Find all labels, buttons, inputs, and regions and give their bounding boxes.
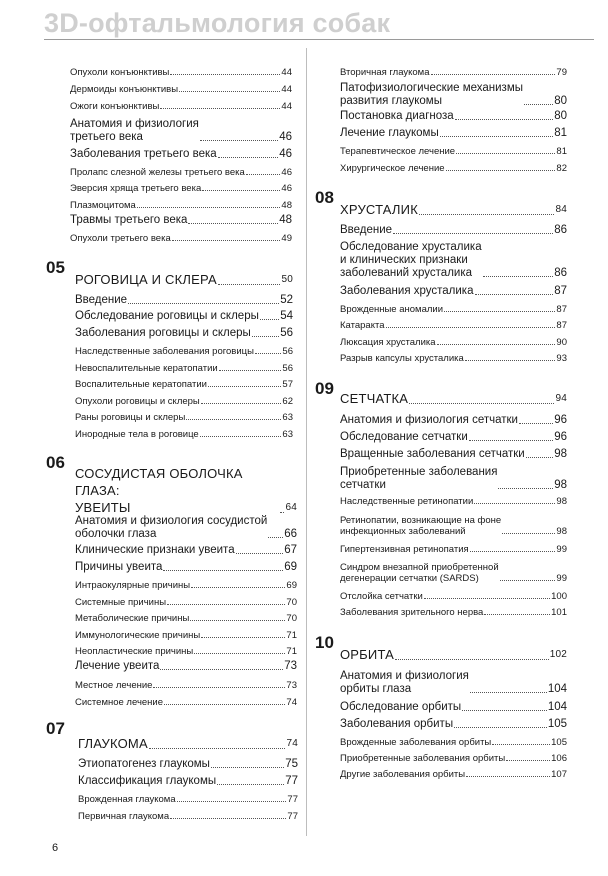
toc-entry[interactable] <box>340 67 567 78</box>
toc-page-number: 81 <box>554 127 567 139</box>
toc-entry-title: Лечение увеита <box>75 660 160 672</box>
toc-page-number: 104 <box>547 701 567 713</box>
toc-page-number: 70 <box>286 597 297 608</box>
toc-entry[interactable] <box>340 515 567 537</box>
title-divider <box>44 39 594 40</box>
toc-entry[interactable] <box>340 607 567 618</box>
toc-entry[interactable] <box>78 775 298 788</box>
dot-leader <box>218 284 281 285</box>
toc-page-number: 79 <box>556 67 567 78</box>
toc-entry[interactable] <box>75 561 297 574</box>
toc-page-number: 57 <box>282 379 293 390</box>
dot-leader <box>456 153 555 154</box>
toc-entry-title: Врожденная глаукома <box>78 794 176 805</box>
dot-leader <box>191 587 285 588</box>
toc-entry-title: Отслойка сетчатки <box>340 591 423 602</box>
toc-entry-title: РОГОВИЦА И СКЛЕРА <box>75 272 217 287</box>
dot-leader <box>492 744 550 745</box>
toc-page-number: 94 <box>555 393 567 404</box>
toc-page-number: 98 <box>556 526 567 537</box>
toc-entry-title: Анатомия и физиология орбиты глаза <box>340 670 469 695</box>
toc-entry-title: Обследование хрусталика и клинических признаки заболеваний хрусталика <box>340 241 482 279</box>
toc-entry[interactable] <box>70 148 292 161</box>
dot-leader <box>201 637 285 638</box>
dot-leader <box>167 604 285 605</box>
dot-leader <box>470 551 556 552</box>
toc-entry[interactable] <box>75 412 293 423</box>
toc-page-number: 44 <box>281 101 292 112</box>
toc-page-number: 98 <box>556 496 567 507</box>
toc-page-number: 81 <box>556 146 567 157</box>
dot-leader <box>202 190 280 191</box>
toc-entry-title: Эверсия хряща третьего века <box>70 183 202 194</box>
toc-entry-title: Воспалительные кератопатии <box>75 379 207 390</box>
toc-entry[interactable] <box>340 718 567 731</box>
toc-page-number: 75 <box>285 758 298 770</box>
toc-entry-title: Классификация глаукомы <box>78 775 217 787</box>
chapter-title[interactable] <box>340 201 567 218</box>
dot-leader <box>268 537 283 538</box>
dot-leader <box>474 503 555 504</box>
toc-page-number: 80 <box>554 110 567 122</box>
dot-leader <box>524 104 553 105</box>
chapter-title[interactable] <box>75 271 293 288</box>
dot-leader <box>386 327 556 328</box>
toc-page-number: 96 <box>554 414 567 426</box>
toc-entry-title: Пролапс слезной железы третьего века <box>70 167 245 178</box>
toc-entry-title: Хирургическое лечение <box>340 163 445 174</box>
dot-leader <box>280 512 284 513</box>
toc-entry-title: Анатомия и физиология сосудистой оболочки глаза <box>75 515 268 540</box>
toc-page-number: 77 <box>285 775 298 787</box>
dot-leader <box>502 533 555 534</box>
dot-leader <box>153 687 285 688</box>
toc-entry[interactable] <box>340 496 567 507</box>
toc-page-number: 66 <box>284 528 297 540</box>
toc-entry-title: Обследование сетчатки <box>340 431 468 443</box>
dot-leader <box>137 207 281 208</box>
toc-page-number: 63 <box>282 412 293 423</box>
toc-entry[interactable] <box>70 183 292 194</box>
toc-entry[interactable] <box>75 580 297 591</box>
toc-page-number: 105 <box>547 718 567 730</box>
toc-entry[interactable] <box>75 680 297 691</box>
dot-leader <box>437 344 556 345</box>
toc-entry-title: Лечение глаукомы <box>340 127 439 139</box>
toc-entry[interactable] <box>340 163 567 174</box>
toc-entry[interactable] <box>340 320 567 331</box>
dot-leader <box>446 170 556 171</box>
dot-leader <box>170 818 286 819</box>
toc-entry[interactable] <box>340 414 567 427</box>
toc-entry-title: Постановка диагноза <box>340 110 454 122</box>
toc-page-number: 52 <box>280 294 293 306</box>
toc-entry-title: Анатомия и физиология третьего века <box>70 118 199 143</box>
toc-page-number: 77 <box>287 794 298 805</box>
toc-page-number: 73 <box>284 660 297 672</box>
chapter-number: 09 <box>315 379 334 398</box>
toc-entry[interactable] <box>340 304 567 315</box>
dot-leader <box>498 488 553 489</box>
toc-page-number: 56 <box>282 363 293 374</box>
toc-entry[interactable] <box>75 379 293 390</box>
dot-leader <box>194 653 285 654</box>
toc-entry-title: Опухоли роговицы и склеры <box>75 396 200 407</box>
dot-leader <box>255 353 282 354</box>
toc-page-number: 46 <box>281 167 292 178</box>
toc-entry[interactable] <box>340 448 567 461</box>
dot-leader <box>526 457 553 458</box>
toc-entry-title: Заболевания роговицы и склеры <box>75 327 251 339</box>
dot-leader <box>519 423 553 424</box>
toc-page-number: 93 <box>556 353 567 364</box>
toc-entry-title: Иммунологические причины <box>75 630 201 641</box>
dot-leader <box>419 214 554 215</box>
dot-leader <box>424 598 550 599</box>
toc-entry-title: Катаракта <box>340 320 385 331</box>
toc-page-number: 100 <box>551 591 567 602</box>
toc-entry-title: Заболевания зрительного нерва <box>340 607 484 618</box>
toc-entry-title: Местное лечение <box>75 680 153 691</box>
toc-page-number: 56 <box>282 346 293 357</box>
dot-leader <box>236 553 284 554</box>
toc-page-number: 44 <box>281 84 292 95</box>
toc-entry[interactable] <box>340 146 567 157</box>
toc-entry-title: Инородные тела в роговице <box>75 429 199 440</box>
dot-leader <box>469 440 553 441</box>
toc-page-number: 90 <box>556 337 567 348</box>
toc-page-number: 74 <box>286 697 297 708</box>
toc-page-number: 46 <box>279 148 292 160</box>
toc-entry[interactable] <box>70 118 292 144</box>
toc-page-number: 99 <box>556 573 567 584</box>
page-title: 3D-офтальмология собак <box>44 8 391 38</box>
toc-entry-title: Введение <box>75 294 128 306</box>
toc-entry[interactable] <box>340 737 567 748</box>
toc-entry[interactable] <box>75 327 293 340</box>
dot-leader <box>431 74 556 75</box>
toc-page-number: 107 <box>551 769 567 780</box>
toc-entry[interactable] <box>340 127 567 140</box>
toc-entry[interactable] <box>75 646 297 657</box>
dot-leader <box>190 620 285 621</box>
toc-entry-title: Приобретенные заболевания орбиты <box>340 753 506 764</box>
toc-entry[interactable] <box>75 294 293 307</box>
chapter-title[interactable] <box>340 646 567 663</box>
dot-leader <box>149 748 286 749</box>
toc-entry-title: Вторичная глаукома <box>340 67 430 78</box>
toc-page-number: 96 <box>554 431 567 443</box>
toc-entry[interactable] <box>75 697 297 708</box>
toc-page-number: 73 <box>286 680 297 691</box>
toc-entry-title: ОРБИТА <box>340 647 395 662</box>
toc-entry-title: Причины увеита <box>75 561 163 573</box>
toc-entry-title: Врожденные аномалии <box>340 304 444 315</box>
toc-entry[interactable] <box>340 544 567 555</box>
dot-leader <box>186 419 281 420</box>
toc-page-number: 77 <box>287 811 298 822</box>
dot-leader <box>409 403 554 404</box>
chapter-title[interactable] <box>75 465 297 516</box>
toc-entry-title: Системное лечение <box>75 697 164 708</box>
chapter-number: 06 <box>46 453 65 472</box>
toc-page-number: 71 <box>286 630 297 641</box>
toc-entry[interactable] <box>75 396 293 407</box>
toc-entry-title: Метаболические причины <box>75 613 190 624</box>
dot-leader <box>246 174 281 175</box>
toc-page-number: 86 <box>554 224 567 236</box>
dot-leader <box>208 386 281 387</box>
toc-entry-title: Другие заболевания орбиты <box>340 769 466 780</box>
toc-entry-title: Наследственные заболевания роговицы <box>75 346 254 357</box>
toc-entry[interactable] <box>75 544 297 557</box>
toc-entry-title: Разрыв капсулы хрусталика <box>340 353 464 364</box>
toc-entry[interactable] <box>340 110 567 123</box>
toc-entry[interactable] <box>340 562 567 584</box>
chapter-number: 08 <box>315 188 334 207</box>
toc-entry-title: Врожденные заболевания орбиты <box>340 737 492 748</box>
dot-leader <box>260 319 279 320</box>
toc-entry-title: ХРУСТАЛИК <box>340 202 418 217</box>
toc-entry[interactable] <box>340 353 567 364</box>
toc-page-number: 87 <box>556 320 567 331</box>
toc-entry[interactable] <box>75 310 293 323</box>
toc-entry-title: Терапевтическое лечение <box>340 146 456 157</box>
dot-leader <box>218 157 279 158</box>
toc-entry[interactable] <box>70 233 292 244</box>
chapter-title[interactable] <box>78 735 298 752</box>
toc-entry[interactable] <box>70 200 292 211</box>
toc-entry-title: Ожоги конъюнктивы <box>70 101 160 112</box>
dot-leader <box>217 784 284 785</box>
toc-page-number: 48 <box>281 200 292 211</box>
toc-page-number: 84 <box>555 204 567 215</box>
toc-entry[interactable] <box>75 515 297 541</box>
toc-entry-title: Клинические признаки увеита <box>75 544 235 556</box>
toc-page-number: 80 <box>554 95 567 107</box>
dot-leader <box>466 776 550 777</box>
toc-entry-title: Травмы третьего века <box>70 214 188 226</box>
toc-page-number: 99 <box>556 544 567 555</box>
toc-entry-title: Ретинопатии, возникающие на фоне инфекционных заболеваний <box>340 515 502 537</box>
dot-leader <box>444 311 555 312</box>
toc-entry[interactable] <box>75 660 297 673</box>
toc-page-number: 49 <box>281 233 292 244</box>
toc-entry-title: Заболевания третьего века <box>70 148 217 160</box>
toc-page-number: 46 <box>281 183 292 194</box>
toc-entry[interactable] <box>340 466 567 492</box>
toc-page-number: 87 <box>556 304 567 315</box>
toc-entry[interactable] <box>75 363 293 374</box>
chapter-number: 07 <box>46 719 65 738</box>
dot-leader <box>160 669 283 670</box>
toc-entry[interactable] <box>70 167 292 178</box>
toc-page-number: 86 <box>554 267 567 279</box>
dot-leader <box>170 74 280 75</box>
dot-leader <box>177 801 287 802</box>
toc-page-number: 74 <box>286 738 298 749</box>
toc-page-number: 62 <box>282 396 293 407</box>
toc-page-number: 102 <box>549 649 567 660</box>
toc-entry-title: Наследственные ретинопатии <box>340 496 474 507</box>
column-divider <box>306 48 307 836</box>
toc-entry-title: Приобретенные заболевания сетчатки <box>340 466 498 491</box>
toc-entry[interactable] <box>78 758 298 771</box>
toc-entry-title: Анатомия и физиология сетчатки <box>340 414 518 426</box>
toc-entry-title: Первичная глаукома <box>78 811 170 822</box>
dot-leader <box>465 360 556 361</box>
toc-entry-title: Раны роговицы и склеры <box>75 412 186 423</box>
page-number: 6 <box>52 842 59 854</box>
toc-entry[interactable] <box>75 429 293 440</box>
toc-page-number: 105 <box>551 737 567 748</box>
toc-page-number: 56 <box>280 327 293 339</box>
toc-entry[interactable] <box>340 285 567 298</box>
toc-page-number: 106 <box>551 753 567 764</box>
toc-entry[interactable] <box>70 101 292 112</box>
dot-leader <box>188 223 278 224</box>
dot-leader <box>179 91 280 92</box>
toc-entry-title: Плазмоцитома <box>70 200 136 211</box>
dot-leader <box>200 140 278 141</box>
toc-entry-title: Интраокулярные причины <box>75 580 191 591</box>
toc-entry-title: Обследование роговицы и склеры <box>75 310 259 322</box>
dot-leader <box>455 119 554 120</box>
toc-entry[interactable] <box>340 591 567 602</box>
toc-entry[interactable] <box>70 214 292 227</box>
toc-entry[interactable] <box>340 431 567 444</box>
toc-page-number: 70 <box>286 613 297 624</box>
dot-leader <box>164 704 285 705</box>
toc-entry[interactable] <box>75 346 293 357</box>
toc-entry-title: Патофизиологические механизмы развития глаукомы <box>340 82 523 107</box>
toc-page-number: 98 <box>554 448 567 460</box>
toc-page-number: 101 <box>551 607 567 618</box>
chapter-title[interactable] <box>340 390 567 407</box>
dot-leader <box>163 570 283 571</box>
dot-leader <box>128 303 279 304</box>
toc-page-number: 69 <box>284 561 297 573</box>
toc-entry[interactable] <box>340 224 567 237</box>
dot-leader <box>454 727 547 728</box>
dot-leader <box>506 760 550 761</box>
toc-page-number: 69 <box>286 580 297 591</box>
toc-page-number: 87 <box>554 285 567 297</box>
toc-entry[interactable] <box>340 701 567 714</box>
dot-leader <box>252 336 279 337</box>
toc-page-number: 63 <box>282 429 293 440</box>
toc-entry-title: Синдром внезапной приобретенной дегенерации сетчатки (SARDS) <box>340 562 499 584</box>
toc-entry-title: Заболевания орбиты <box>340 718 454 730</box>
toc-entry-title: ГЛАУКОМА <box>78 736 148 751</box>
dot-leader <box>393 233 553 234</box>
toc-entry[interactable] <box>75 597 297 608</box>
toc-entry-title: Опухоли третьего века <box>70 233 171 244</box>
dot-leader <box>160 108 280 109</box>
dot-leader <box>462 710 547 711</box>
toc-entry-title: Люксация хрусталика <box>340 337 436 348</box>
dot-leader <box>500 580 556 581</box>
chapter-number: 10 <box>315 633 334 652</box>
dot-leader <box>475 294 554 295</box>
toc-entry-title: Невоспалительные кератопатии <box>75 363 218 374</box>
dot-leader <box>211 767 284 768</box>
toc-entry[interactable] <box>340 670 567 696</box>
dot-leader <box>172 240 281 241</box>
toc-entry-title: Обследование орбиты <box>340 701 462 713</box>
toc-page-number: 64 <box>285 502 297 513</box>
dot-leader <box>395 659 549 660</box>
toc-entry-title: Системные причины <box>75 597 167 608</box>
toc-entry[interactable] <box>340 337 567 348</box>
toc-page-number: 46 <box>279 131 292 143</box>
dot-leader <box>484 614 550 615</box>
toc-entry-title: Введение <box>340 224 393 236</box>
toc-entry[interactable] <box>340 769 567 780</box>
toc-entry-title: СОСУДИСТАЯ ОБОЛОЧКА ГЛАЗА: УВЕИТЫ <box>75 466 243 515</box>
toc-page-number: 67 <box>284 544 297 556</box>
dot-leader <box>200 436 282 437</box>
toc-entry-title: СЕТЧАТКА <box>340 391 409 406</box>
dot-leader <box>470 692 547 693</box>
toc-page-number: 71 <box>286 646 297 657</box>
toc-entry[interactable] <box>340 753 567 764</box>
dot-leader <box>219 370 282 371</box>
dot-leader <box>483 276 554 277</box>
toc-entry-title: Вращенные заболевания сетчатки <box>340 448 525 460</box>
dot-leader <box>440 136 553 137</box>
toc-entry[interactable] <box>340 241 567 280</box>
toc-entry[interactable] <box>340 82 567 108</box>
toc-entry[interactable] <box>70 67 292 78</box>
toc-entry-title: Дермоиды конъюнктивы <box>70 84 179 95</box>
toc-entry[interactable] <box>70 84 292 95</box>
toc-entry[interactable] <box>75 630 297 641</box>
chapter-number: 05 <box>46 258 65 277</box>
dot-leader <box>201 403 282 404</box>
toc-page-number: 82 <box>556 163 567 174</box>
toc-entry[interactable] <box>78 794 298 805</box>
toc-entry[interactable] <box>75 613 297 624</box>
toc-page-number: 98 <box>554 479 567 491</box>
toc-page-number: 104 <box>547 683 567 695</box>
toc-entry-title: Неопластические причины <box>75 646 194 657</box>
toc-page-number: 50 <box>281 274 293 285</box>
toc-entry-title: Этиопатогенез глаукомы <box>78 758 210 770</box>
toc-entry-title: Опухоли конъюнктивы <box>70 67 170 78</box>
toc-page-number: 48 <box>279 214 292 226</box>
toc-entry[interactable] <box>78 811 298 822</box>
toc-page-number: 54 <box>280 310 293 322</box>
toc-page-number: 44 <box>281 67 292 78</box>
toc-entry-title: Заболевания хрусталика <box>340 285 474 297</box>
toc-entry-title: Гипертензивная ретинопатия <box>340 544 469 555</box>
